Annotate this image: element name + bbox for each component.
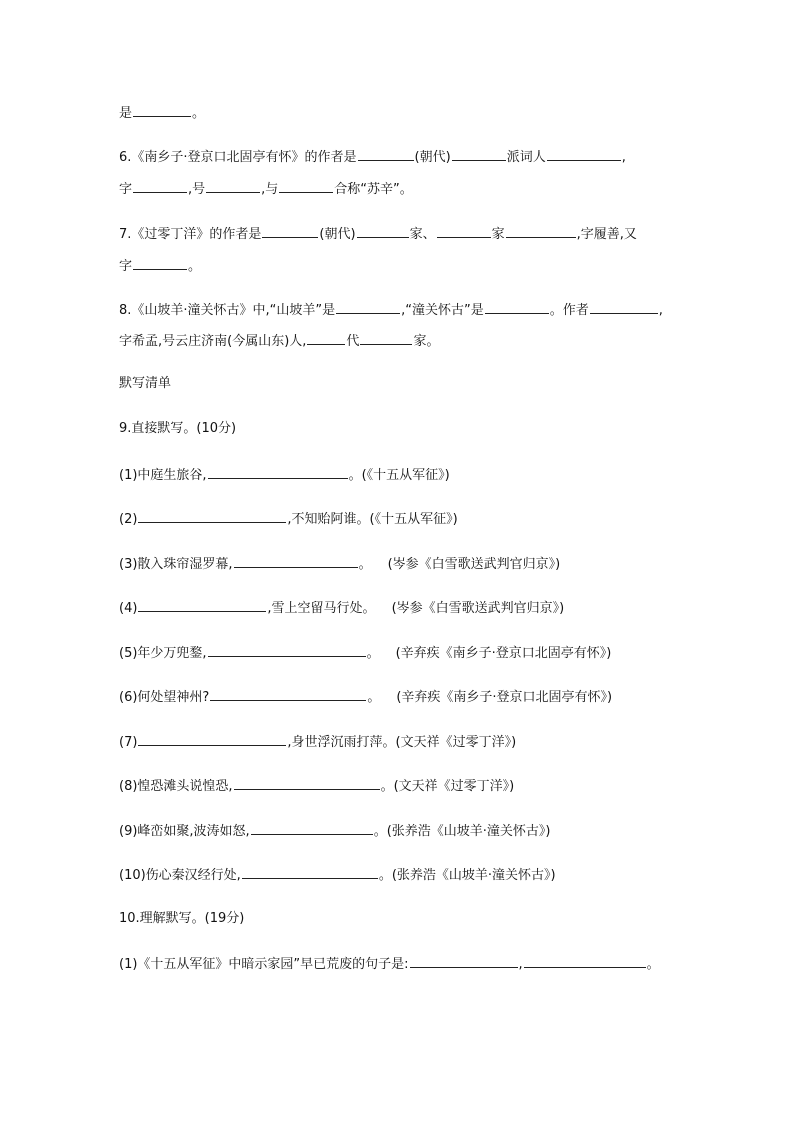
question-9-item-1 xyxy=(119,465,450,485)
question-6-line-1 xyxy=(119,147,626,167)
question-9-item-10 xyxy=(119,865,556,885)
answer-blank[interactable] xyxy=(437,224,491,238)
answer-blank[interactable] xyxy=(208,643,366,657)
text: ,字履善,又 xyxy=(576,227,637,242)
answer-blank[interactable] xyxy=(452,147,506,161)
text: (1)《十五从军征》中暗示家园”早已荒废的句子是: xyxy=(119,957,409,972)
question-text: 6.《南乡子·登京口北固亭有怀》的作者是 xyxy=(119,150,357,165)
text: (2) xyxy=(119,512,138,527)
text: (9)峰峦如聚,波涛如怒, xyxy=(119,824,250,839)
text: (岑参《白雪歌送武判官归京》) xyxy=(391,601,565,616)
text: (6)何处望神州? xyxy=(119,690,210,705)
text: 派词人 xyxy=(506,150,546,165)
text: , xyxy=(658,303,663,318)
text: (朝代) xyxy=(414,150,451,165)
answer-blank[interactable] xyxy=(360,331,412,345)
question-6-line-2 xyxy=(119,179,413,199)
text: 。(张养浩《山坡羊·潼关怀古》) xyxy=(373,824,551,839)
text: 。作者 xyxy=(549,303,589,318)
question-text: 10.理解默写。(19分) xyxy=(119,911,245,926)
text: 。 xyxy=(646,957,660,972)
text: ,身世浮沉雨打萍。(文天祥《过零丁洋》) xyxy=(287,735,517,750)
text: 。 xyxy=(188,259,202,274)
text: ,不知贻阿谁。(《十五从军征》) xyxy=(287,512,458,527)
text: 家 xyxy=(491,227,505,242)
answer-blank[interactable] xyxy=(357,224,409,238)
question-9-item-6 xyxy=(119,687,612,707)
answer-blank[interactable] xyxy=(547,147,621,161)
question-8-line-1 xyxy=(119,300,663,320)
text: 。 xyxy=(366,646,380,661)
text: 家、 xyxy=(409,227,436,242)
text: 。 xyxy=(367,690,381,705)
answer-blank[interactable] xyxy=(138,598,266,612)
text: (岑参《白雪歌送武判官归京》) xyxy=(387,557,561,572)
answer-blank[interactable] xyxy=(410,954,518,968)
text: 。(文天祥《过零丁洋》) xyxy=(380,779,515,794)
question-8-line-2 xyxy=(119,331,439,351)
question-9-item-2 xyxy=(119,509,458,529)
answer-blank[interactable] xyxy=(138,509,286,523)
answer-blank[interactable] xyxy=(358,147,414,161)
text: 。 xyxy=(358,557,372,572)
text: (8)惶恐滩头说惶恐, xyxy=(119,779,233,794)
answer-blank[interactable] xyxy=(242,865,378,879)
text: 字 xyxy=(119,259,133,274)
question-7-line-2 xyxy=(119,256,201,276)
question-9-item-5 xyxy=(119,643,611,663)
text: 。(张养浩《山坡羊·潼关怀古》) xyxy=(378,868,556,883)
text: (1)中庭生旅谷, xyxy=(119,468,207,483)
answer-blank[interactable] xyxy=(234,776,380,790)
text: , xyxy=(621,150,626,165)
answer-blank[interactable] xyxy=(590,300,658,314)
answer-blank[interactable] xyxy=(307,331,345,345)
answer-blank[interactable] xyxy=(262,224,318,238)
answer-blank[interactable] xyxy=(485,300,549,314)
question-9-heading xyxy=(119,420,236,438)
answer-blank[interactable] xyxy=(210,687,366,701)
answer-blank[interactable] xyxy=(206,179,260,193)
answer-blank[interactable] xyxy=(279,179,333,193)
text: ,与 xyxy=(261,182,279,197)
text: ,雪上空留马行处。 xyxy=(267,601,376,616)
question-text: 9.直接默写。(10分) xyxy=(119,421,237,436)
text: (辛弃疾《南乡子·登京口北固亭有怀》) xyxy=(395,646,612,661)
answer-blank[interactable] xyxy=(506,224,576,238)
question-10-heading xyxy=(119,910,244,928)
text: , xyxy=(518,957,523,972)
question-9-item-4 xyxy=(119,598,564,618)
section-title: 默写清单 xyxy=(119,376,172,391)
answer-blank[interactable] xyxy=(234,554,358,568)
text: (5)年少万兜鍪, xyxy=(119,646,207,661)
text: (4) xyxy=(119,601,138,616)
question-10-item-1 xyxy=(119,954,660,974)
question-9-item-8 xyxy=(119,776,514,796)
question-text: 7.《过零丁洋》的作者是 xyxy=(119,227,262,242)
text: ,“潼关怀古”是 xyxy=(401,303,484,318)
text: (10)伤心秦汉经行处, xyxy=(119,868,241,883)
text: 是 xyxy=(119,106,133,121)
text: 字 xyxy=(119,182,133,197)
answer-blank[interactable] xyxy=(524,954,646,968)
section-heading xyxy=(119,375,171,393)
answer-blank[interactable] xyxy=(133,256,187,270)
text: 字希孟,号云庄济南(今属山东)人, xyxy=(119,334,307,349)
text: 。(《十五从军征》) xyxy=(348,468,450,483)
text: (朝代) xyxy=(319,227,356,242)
question-9-item-3 xyxy=(119,554,560,574)
text: 家。 xyxy=(413,334,440,349)
answer-blank[interactable] xyxy=(336,300,400,314)
answer-blank[interactable] xyxy=(133,103,191,117)
text: 代 xyxy=(346,334,360,349)
answer-blank[interactable] xyxy=(208,465,348,479)
answer-blank[interactable] xyxy=(138,732,286,746)
text: (7) xyxy=(119,735,138,750)
text: 。 xyxy=(192,106,206,121)
question-9-item-7 xyxy=(119,732,516,752)
answer-blank[interactable] xyxy=(251,821,373,835)
line-q5-tail xyxy=(119,103,205,123)
text: (辛弃疾《南乡子·登京口北固亭有怀》) xyxy=(396,690,613,705)
question-7-line-1 xyxy=(119,224,637,244)
text: ,号 xyxy=(188,182,206,197)
question-9-item-9 xyxy=(119,821,550,841)
question-text: 8.《山坡羊·潼关怀古》中,“山坡羊”是 xyxy=(119,303,336,318)
text: (3)散入珠帘湿罗幕, xyxy=(119,557,233,572)
answer-blank[interactable] xyxy=(133,179,187,193)
text: 合称“苏辛”。 xyxy=(334,182,413,197)
